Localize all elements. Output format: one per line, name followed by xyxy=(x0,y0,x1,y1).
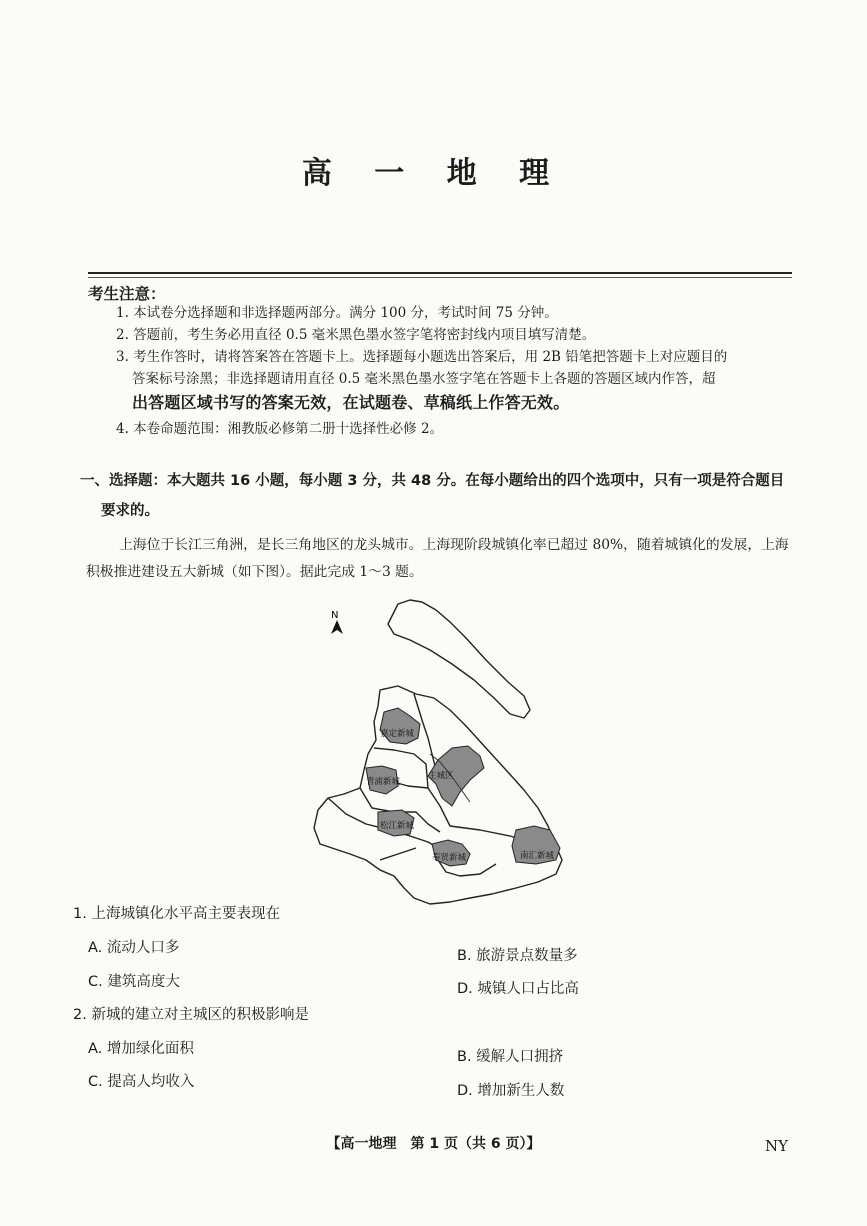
page-title: 高 一 地 理 xyxy=(301,156,566,191)
notice-item: 答案标号涂黑；非选择题请用直径 0.5 毫米黑色墨水签字笔在答题卡上各题的答题区域内作答，超 xyxy=(132,371,716,387)
question-intro: 上海位于长江三角洲，是长三角地区的龙头城市。上海现阶段城镇化率已超过 80%，随着城镇化的发展，上海积极推进建设五大新城（如下图）。据此完成 1～3 题。 xyxy=(86,537,789,580)
island-outline xyxy=(388,600,530,718)
shanghai-map xyxy=(310,598,580,918)
north-label: N xyxy=(331,610,339,621)
notice-emphasis: 出答题区域书写的答案无效，在试题卷、草稿纸上作答无效。 xyxy=(132,393,570,412)
option: D. 增加新生人数 xyxy=(457,1083,565,1099)
notice-item: 1. 本试卷分选择题和非选择题两部分。满分 100 分，考试时间 75 分钟。 xyxy=(116,305,558,321)
map-label-nanhui: 南汇新城 xyxy=(520,851,555,861)
option: A. 增加绿化面积 xyxy=(88,1041,194,1057)
notice-heading: 考生注意： xyxy=(88,285,166,303)
map-label-fengxian: 奉贤新城 xyxy=(432,853,467,863)
map-label-qingpu: 青浦新城 xyxy=(366,777,401,787)
map-label-main: 主城区 xyxy=(428,771,454,781)
option: C. 建筑高度大 xyxy=(88,974,180,990)
section-heading xyxy=(80,466,800,526)
option: B. 旅游景点数量多 xyxy=(457,948,578,964)
page-footer: 【高一地理 第 1 页（共 6 页）】 xyxy=(326,1136,541,1152)
option: B. 缓解人口拥挤 xyxy=(457,1049,564,1065)
mainland-outline xyxy=(314,686,562,904)
notice-item: 4. 本卷命题范围：湘教版必修第二册十选择性必修 2。 xyxy=(116,421,444,437)
section-heading-line: 要求的。 xyxy=(101,503,159,519)
paper-code: NY xyxy=(765,1137,789,1155)
option: C. 提高人均收入 xyxy=(88,1074,195,1090)
option: A. 流动人口多 xyxy=(88,940,180,956)
section-heading-line: 一、选择题：本大题共 16 小题，每小题 3 分，共 48 分。在每小题给出的四个选项中，只有一项是符合题目 xyxy=(80,473,785,489)
divider xyxy=(88,272,792,274)
district-boundary xyxy=(328,798,496,876)
question-stem: 2. 新城的建立对主城区的积极影响是 xyxy=(73,1007,309,1023)
map-label-jiading: 嘉定新城 xyxy=(380,729,415,739)
notice-item: 3. 考生作答时，请将答案答在答题卡上。选择题每小题选出答案后，用 2B 铅笔把答题卡上对应题目的 xyxy=(116,349,728,365)
district-boundary xyxy=(380,848,416,860)
north-arrow-icon xyxy=(331,620,343,634)
map-label-songjiang: 松江新城 xyxy=(380,821,415,831)
option: D. 城镇人口占比高 xyxy=(457,981,579,997)
divider xyxy=(88,277,792,278)
notice-item: 2. 答题前，考生务必用直径 0.5 毫米黑色墨水签字笔将密封线内项目填写清楚。 xyxy=(116,327,596,343)
question-stem: 1. 上海城镇化水平高主要表现在 xyxy=(73,906,280,922)
